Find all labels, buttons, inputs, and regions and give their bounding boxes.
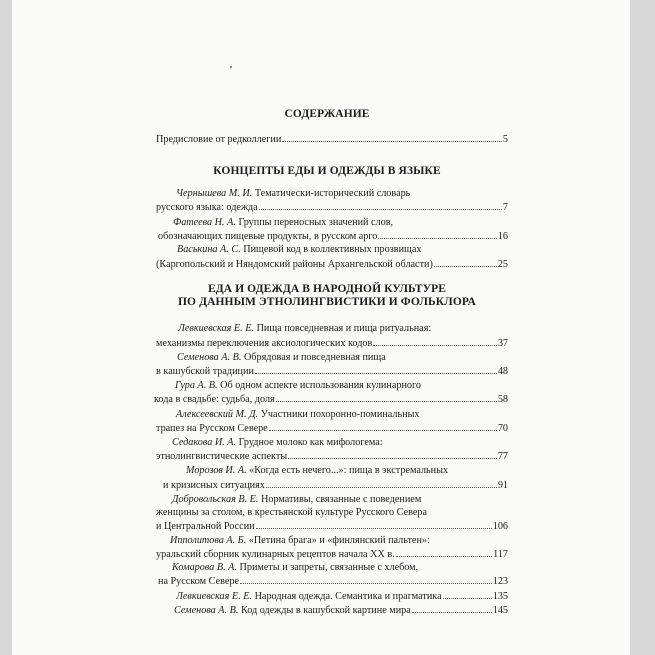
entry-title: Тематически-исторический словарь — [254, 188, 411, 199]
entry-author: Алексеевский М. Д. — [176, 409, 259, 420]
entry-author: Седакова И. А. — [172, 437, 237, 448]
toc-entry-line[interactable] — [177, 352, 386, 364]
entry-author: Гура А. В. — [175, 380, 218, 391]
leader-dots — [434, 258, 497, 267]
entry-author: Левкиевская Е. Е. — [176, 591, 253, 602]
leader-dots — [288, 450, 497, 459]
leader-dots — [373, 337, 497, 346]
toc-entry-line[interactable] — [172, 562, 418, 574]
entry-author: Добровольская В. Е. — [172, 494, 259, 505]
entry-title: Нормативы, связанные с поведением — [261, 494, 422, 505]
toc-entry-line[interactable] — [172, 437, 383, 449]
page-number: 70 — [497, 423, 508, 434]
toc-entry-line[interactable] — [176, 188, 410, 200]
toc-entry-line[interactable] — [156, 520, 508, 533]
page-number: 117 — [493, 549, 508, 560]
page-number: 7 — [502, 202, 508, 213]
entry-author: Комарова В. А. — [172, 562, 237, 573]
page-number: 48 — [497, 366, 508, 377]
toc-entry-line[interactable] — [154, 393, 508, 406]
toc-entry-line[interactable] — [156, 548, 508, 561]
toc-entry-line[interactable] — [176, 409, 420, 421]
entry-title: Об одном аспекте использования кулинарного — [220, 380, 422, 391]
entry-text — [176, 591, 442, 603]
entry-title: Пищевой код в коллективных прозвищах — [243, 244, 422, 255]
entry-author: Фатеева Н. А. — [173, 217, 236, 228]
entry-title: Предисловие от редколлегии — [156, 134, 282, 145]
toc-entry-line[interactable] — [172, 494, 421, 506]
page-number: 123 — [492, 576, 508, 587]
page-number: 5 — [502, 134, 508, 145]
entry-title: в кашубской традиции — [156, 366, 254, 377]
book-page — [12, 0, 630, 655]
entry-title: этнолингвистические аспекты — [156, 451, 288, 462]
toc-entry-line[interactable] — [175, 380, 421, 392]
toc-entry-line[interactable] — [186, 465, 448, 477]
print-speck — [230, 66, 232, 68]
entry-text — [174, 605, 411, 617]
entry-title: обозначающих пищевые продукты, в русском арго — [158, 231, 378, 242]
toc-entry-line[interactable] — [156, 450, 508, 463]
page-number: 106 — [492, 521, 508, 532]
entry-title: и Центральной России — [156, 521, 255, 532]
toc-entry-line[interactable] — [156, 365, 508, 378]
toc-entry-line[interactable] — [178, 323, 431, 335]
toc-entry-line[interactable] — [158, 230, 508, 243]
toc-entry-line[interactable] — [156, 258, 508, 271]
entry-title: и кризисных ситуациях — [163, 480, 265, 491]
leader-dots — [259, 201, 502, 210]
page-number: 58 — [497, 394, 508, 405]
entry-author: Морозов И. А. — [186, 465, 247, 476]
toc-entry-line[interactable] — [163, 479, 508, 492]
leader-dots — [282, 133, 502, 142]
toc-entry-line[interactable] — [156, 422, 508, 435]
toc-entry-line[interactable] — [174, 604, 508, 617]
entry-title: (Каргопольский и Няндомский районы Архангельской области) — [156, 259, 433, 270]
leader-dots — [255, 365, 497, 374]
page-number: 145 — [492, 605, 508, 616]
page-number: 77 — [497, 451, 508, 462]
leader-dots — [266, 479, 497, 488]
entry-title: русского языка: одежда — [156, 202, 258, 213]
entry-title: уральский сборник кулинарных рецептов начала XX в. — [156, 549, 395, 560]
entry-title: Пища повседневная и пища ритуальная: — [256, 323, 432, 334]
entry-title: Обрядовая и повседневная пища — [243, 352, 386, 363]
page-number: 37 — [497, 338, 508, 349]
toc-entry-preface[interactable] — [156, 133, 508, 146]
page-number: 135 — [492, 591, 508, 602]
section-heading-1: КОНЦЕПТЫ ЕДЫ И ОДЕЖДЫ В ЯЗЫКЕ — [213, 165, 441, 177]
toc-title: СОДЕРЖАНИЕ — [284, 108, 370, 120]
entry-title: Группы переносных значений слов, — [238, 217, 394, 228]
leader-dots — [396, 548, 492, 557]
entry-title: Код одежды в кашубской картине мира — [240, 605, 411, 616]
entry-author: Чернышева М. И. — [176, 188, 253, 199]
entry-title: кода в свадьбе: судьба, доля — [154, 394, 275, 405]
entry-title: механизмы переключения аксиологических кодов — [156, 338, 373, 349]
entry-title: Приметы и запреты, связанные с хлебом, — [239, 562, 419, 573]
entry-title: на Русском Севере — [158, 576, 239, 587]
page-number: 16 — [497, 231, 508, 242]
section-heading-2: ЕДА И ОДЕЖДА В НАРОДНОЙ КУЛЬТУРЕ — [207, 283, 447, 295]
toc-entry-line[interactable] — [173, 217, 393, 229]
entry-title: Народная одежда. Семантика и прагматика — [254, 591, 442, 602]
entry-author: Семенова А. В. — [177, 352, 242, 363]
entry-title: трапез на Русском Севере — [156, 423, 268, 434]
toc-entry-line[interactable] — [158, 575, 508, 588]
toc-entry-line[interactable] — [170, 535, 430, 547]
page-number: 91 — [497, 480, 508, 491]
entry-author: Ипполитова А. Б. — [170, 535, 247, 546]
entry-author: Васькина А. С. — [177, 244, 241, 255]
toc-entry-line[interactable] — [156, 507, 427, 519]
leader-dots — [378, 230, 496, 239]
page-number: 25 — [497, 259, 508, 270]
entry-title: «Петина брага» и «финлянский пальтен»: — [248, 535, 430, 546]
entry-title: Грудное молоко как мифологема: — [238, 437, 383, 448]
leader-dots — [240, 575, 492, 584]
leader-dots — [412, 604, 492, 613]
entry-author: Левкиевская Е. Е. — [178, 323, 255, 334]
toc-entry-line[interactable] — [176, 590, 508, 603]
toc-entry-line[interactable] — [177, 244, 422, 256]
leader-dots — [276, 393, 497, 402]
leader-dots — [443, 590, 492, 599]
entry-title: «Когда есть нечего...»: пища в экстремальных — [249, 465, 449, 476]
entry-author: Семенова А. В. — [174, 605, 239, 616]
entry-title: женщины за столом, в крестьянской культуре Русского Севера — [156, 507, 428, 518]
toc-entry-line[interactable] — [156, 337, 508, 350]
toc-entry-line[interactable] — [156, 201, 508, 214]
section-heading-2-line-2: ПО ДАННЫМ ЭТНОЛИНГВИСТИКИ И ФОЛЬКЛОРА — [178, 296, 476, 308]
entry-title: Участники похоронно-поминальных — [260, 409, 420, 420]
leader-dots — [269, 422, 497, 431]
leader-dots — [256, 520, 492, 529]
